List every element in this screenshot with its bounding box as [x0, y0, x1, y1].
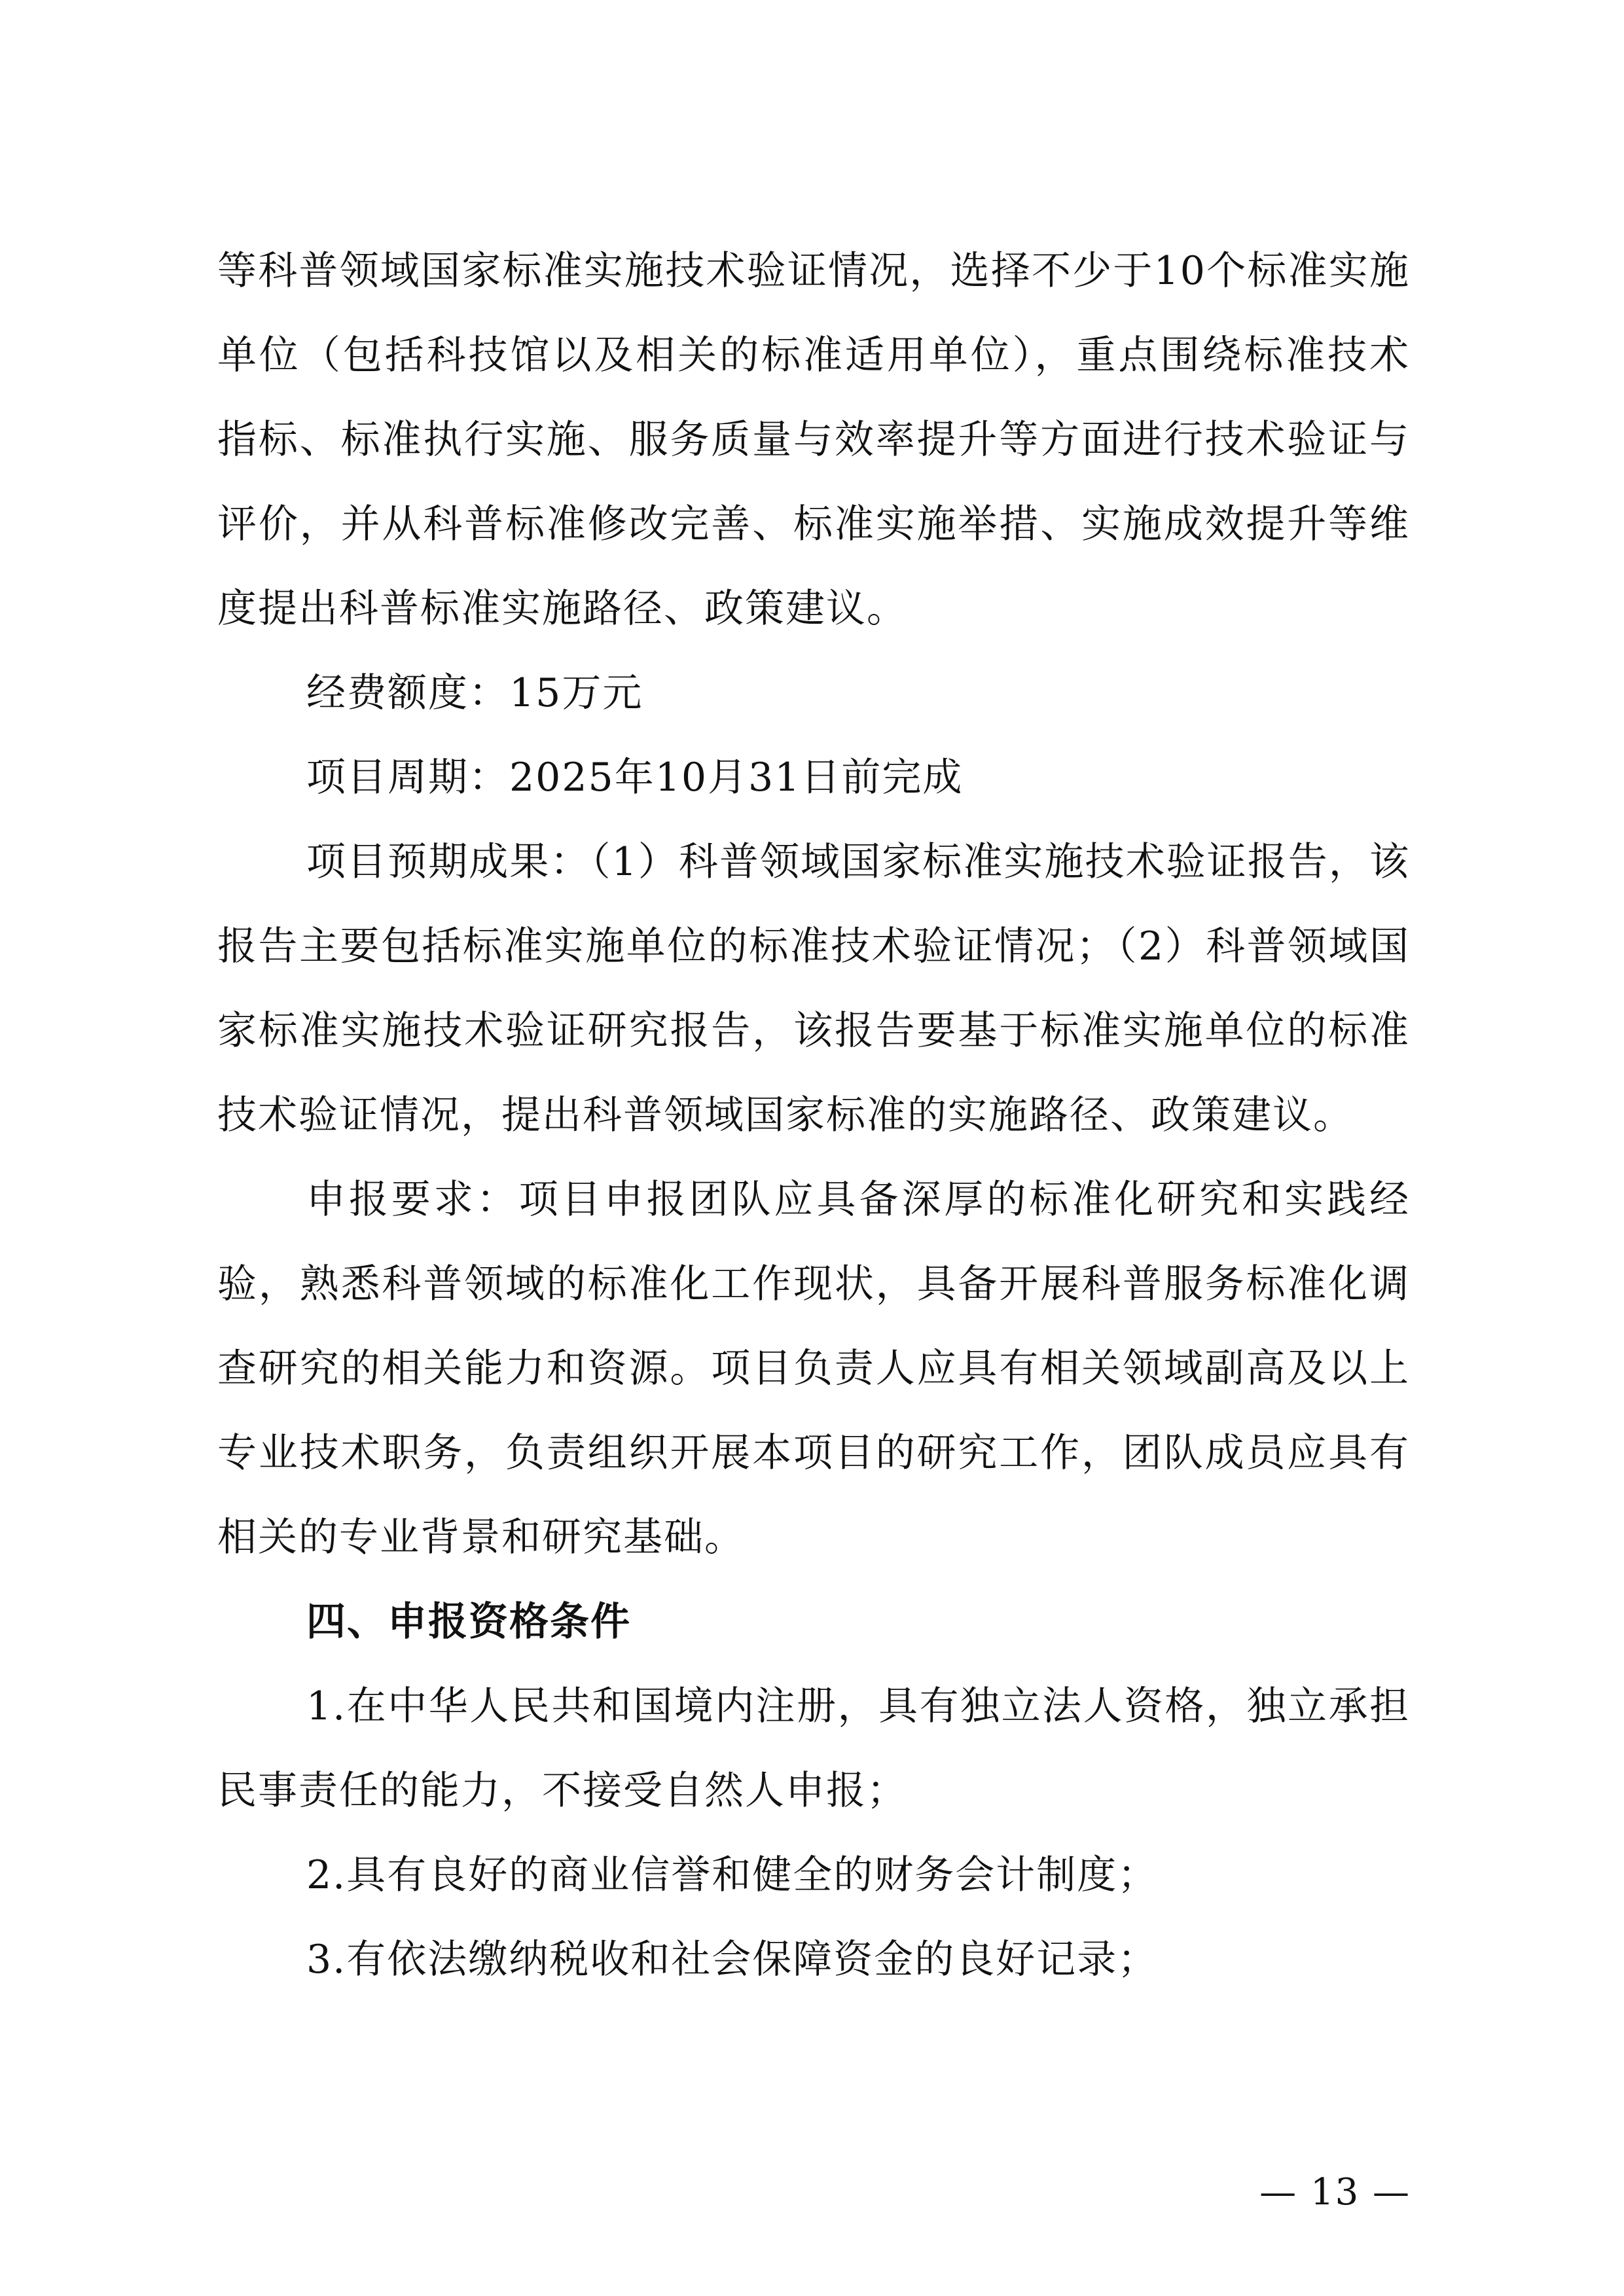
condition-item-2: 2.具有良好的商业信誉和健全的财务会计制度；	[306, 1852, 1159, 1898]
document-body	[217, 229, 1410, 2002]
paragraph-expected-results: 项目预期成果：（1）科普领域国家标准实施技术验证报告，该报告主要包括标准实施单位的标准技术验证情况；（2）科普领域国家标准实施技术验证研究报告，该报告要基于标准实施单位的标准技术验证情况，提出科普领域国家标准的实施路径、政策建议。	[217, 839, 1410, 1138]
section-heading-eligibility: 四、申报资格条件	[306, 1599, 631, 1645]
condition-item-3: 3.有依法缴纳税收和社会保障资金的良好记录；	[306, 1937, 1159, 1982]
paragraph-application-requirements: 申报要求：项目申报团队应具备深厚的标准化研究和实践经验，熟悉科普领域的标准化工作现状，具备开展科普服务标准化调查研究的相关能力和资源。项目负责人应具有相关领域副高及以上专业技术职务，负责组织开展本项目的研究工作，团队成员应具有相关的专业背景和研究基础。	[217, 1177, 1410, 1560]
paragraph-verification-continuation: 等科普领域国家标准实施技术验证情况，选择不少于10个标准实施单位（包括科技馆以及相关的标准适用单位），重点围绕标准技术指标、标准执行实施、服务质量与效率提升等方面进行技术验证与评价，并从科普标准修改完善、标准实施举措、实施成效提升等维度提出科普标准实施路径、政策建议。	[217, 248, 1410, 632]
condition-item-1: 1.在中华人民共和国境内注册，具有独立法人资格，独立承担民事责任的能力，不接受自然人申报；	[217, 1683, 1410, 1814]
page-number: — 13 —	[1259, 2171, 1411, 2214]
paragraph-funding-amount: 经费额度：15万元	[306, 670, 643, 716]
paragraph-project-period: 项目周期：2025年10月31日前完成	[306, 755, 964, 800]
